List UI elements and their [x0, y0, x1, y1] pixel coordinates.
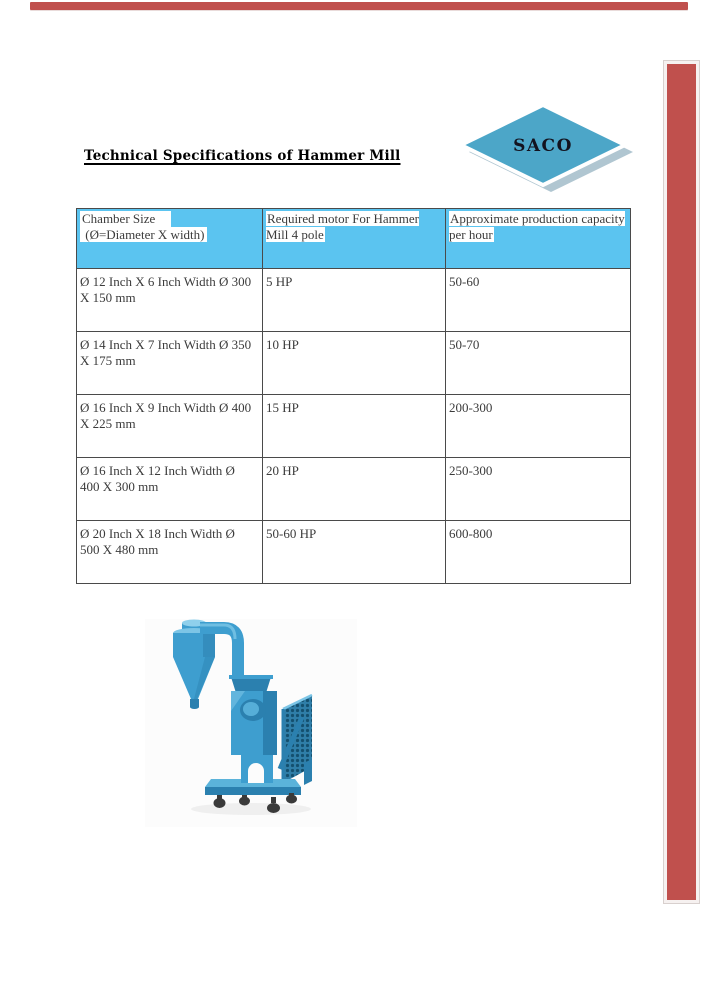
top-accent-bar	[30, 2, 688, 10]
chamber-size-cell: Ø 16 Inch X 9 Inch Width Ø 400 X 225 mm	[77, 395, 263, 458]
capacity-cell: 600-800	[446, 521, 631, 584]
table-row	[77, 269, 631, 332]
chamber-size-cell: Ø 20 Inch X 18 Inch Width Ø 500 X 480 mm	[77, 521, 263, 584]
header-line: Required motor For Hammer Mill 4 pole	[266, 211, 419, 242]
capacity-cell: 200-300	[446, 395, 631, 458]
page-title: Technical Specifications of Hammer Mill	[84, 148, 401, 164]
inlet-hopper	[231, 677, 271, 693]
capacity-cell: 50-70	[446, 332, 631, 395]
table-row	[77, 332, 631, 395]
header-cell-required-motor	[263, 209, 446, 269]
header-cell-capacity	[446, 209, 631, 269]
spec-table	[76, 208, 631, 584]
motor-cell: 10 HP	[263, 332, 446, 395]
right-accent-bar	[663, 60, 700, 904]
header-line: Chamber Size	[80, 211, 171, 227]
motor-cell: 50-60 HP	[263, 521, 446, 584]
motor-cell: 20 HP	[263, 458, 446, 521]
motor-cell: 15 HP	[263, 395, 446, 458]
header-cell-chamber-size	[77, 209, 263, 269]
table-row	[77, 521, 631, 584]
header-line: Approximate production capacity per hour	[449, 211, 625, 242]
capacity-cell: 50-60	[446, 269, 631, 332]
chamber-size-cell: Ø 14 Inch X 7 Inch Width Ø 350 X 175 mm	[77, 332, 263, 395]
table-row	[77, 395, 631, 458]
capacity-cell: 250-300	[446, 458, 631, 521]
table-header-row	[77, 209, 631, 269]
motor-cell: 5 HP	[263, 269, 446, 332]
chamber-size-cell: Ø 12 Inch X 6 Inch Width Ø 300 X 150 mm	[77, 269, 263, 332]
floor-shadow	[191, 803, 311, 815]
table-row	[77, 458, 631, 521]
logo-text: SACO	[513, 136, 573, 156]
header-line: (Ø=Diameter X width)	[82, 226, 205, 242]
right-accent-bar-fill	[667, 64, 696, 900]
hammer-mill-image	[145, 613, 365, 833]
saco-logo	[450, 98, 642, 198]
chamber-size-cell: Ø 16 Inch X 12 Inch Width Ø 400 X 300 mm	[77, 458, 263, 521]
mesh-guard	[280, 695, 312, 785]
